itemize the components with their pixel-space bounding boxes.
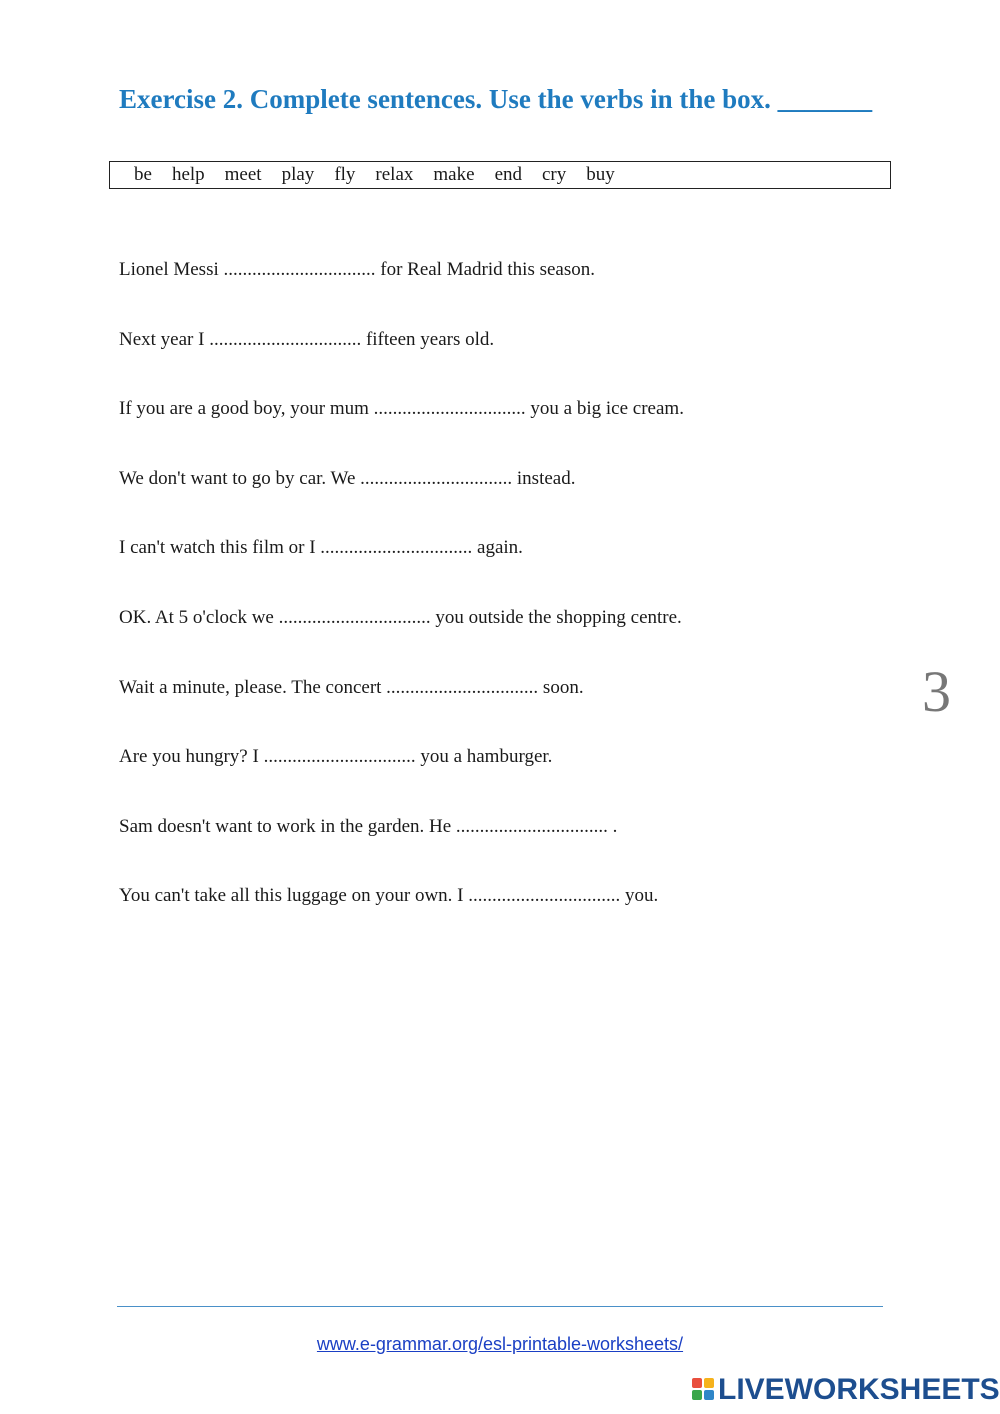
verb-word: meet: [224, 164, 262, 185]
sentence-item: Lionel Messi ................................ for Real Madrid this season.: [119, 259, 596, 280]
page-number: 3: [922, 659, 951, 724]
sentence-item: Next year I ................................ fifteen years old.: [119, 328, 495, 350]
liveworksheets-logo-icon: [692, 1378, 714, 1402]
verb-box: [109, 161, 891, 189]
sentence-item: I can't watch this film or I ................................ again.: [119, 537, 523, 559]
liveworksheets-logo: [692, 1374, 1000, 1406]
logo-square-blue: [704, 1390, 714, 1400]
exercise-title: Exercise 2. Complete sentences. Use the verbs in the box. _______: [119, 84, 873, 114]
sentence-item: You can't take all this luggage on your own. I ................................ you.: [119, 885, 659, 907]
sentence-item: Wait a minute, please. The concert ................................ soon.: [119, 676, 584, 698]
logo-square-green: [692, 1390, 702, 1400]
verb-word: make: [433, 164, 475, 185]
verb-word: fly: [334, 164, 356, 185]
sentence-item: Are you hungry? I ................................ you a hamburger.: [119, 746, 553, 768]
verb-word: play: [281, 164, 315, 185]
footer-divider: [117, 1306, 883, 1307]
footer-link[interactable]: www.e-grammar.org/esl-printable-worksheets/: [316, 1334, 684, 1354]
logo-wordmark: LIVEWORKSHEETS: [718, 1373, 1000, 1406]
verb-word: buy: [586, 164, 615, 185]
sentence-item: Sam doesn't want to work in the garden. He ................................ .: [119, 815, 618, 837]
verb-word: be: [134, 164, 152, 185]
verb-word: cry: [542, 164, 567, 185]
sentence-item: OK. At 5 o'clock we ................................ you outside the shopping centre.: [119, 606, 682, 628]
verb-word: relax: [375, 164, 414, 185]
logo-square-yellow: [704, 1378, 714, 1388]
verb-word: help: [171, 164, 205, 185]
sentence-list: [119, 255, 899, 951]
sentence-item: If you are a good boy, your mum ................................ you a big ice cream.: [119, 398, 684, 420]
logo-square-red: [692, 1378, 702, 1388]
verb-word: end: [494, 164, 522, 185]
sentence-item: We don't want to go by car. We ................................ instead.: [119, 467, 576, 489]
